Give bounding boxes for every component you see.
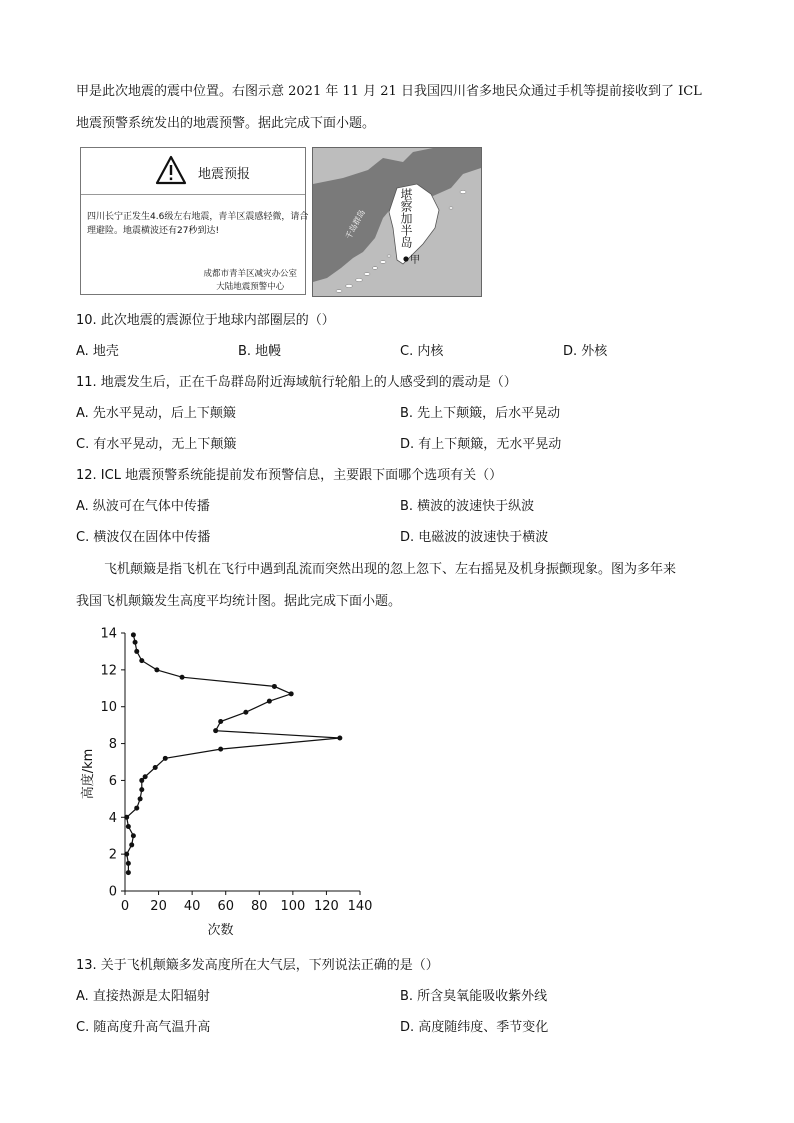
- data-point: [131, 833, 136, 838]
- x-tick-label: 100: [280, 899, 306, 914]
- turbulence-altitude-chart: [70, 620, 380, 945]
- warning-message-line-2: 理避险。地震横波还有27秒到达!: [87, 226, 220, 236]
- question-13-stem: 13. 关于飞机颠簸多发高度所在大气层，下列说法正确的是（）: [76, 958, 439, 973]
- x-tick-label: 60: [217, 899, 234, 914]
- x-tick-label: 140: [347, 899, 373, 914]
- data-point: [138, 796, 143, 801]
- data-point: [272, 684, 277, 689]
- data-point: [337, 736, 342, 741]
- question-13-option-a: A. 直接热源是太阳辐射: [76, 989, 210, 1004]
- warning-header: [81, 148, 305, 195]
- question-12-option-d: D. 电磁波的波速快于横波: [400, 530, 549, 545]
- y-tick-label: 8: [108, 737, 117, 753]
- data-point: [218, 747, 223, 752]
- y-tick-label: 14: [100, 626, 117, 642]
- y-tick-label: 0: [108, 884, 117, 900]
- earthquake-warning-card: [80, 147, 309, 295]
- issuer-line-1: 成都市青羊区减灾办公室: [203, 269, 297, 279]
- warning-title: 地震预报: [198, 167, 251, 182]
- warning-issuer: [203, 268, 297, 294]
- warning-message-line-1: 四川长宁正发生4.6级左右地震，青羊区震感轻微，请合: [87, 212, 309, 222]
- data-point: [124, 815, 129, 820]
- y-tick-label: 12: [100, 663, 117, 679]
- data-point: [163, 756, 168, 761]
- question-11-option-a: A. 先水平晃动，后上下颠簸: [76, 406, 236, 421]
- data-point: [126, 824, 131, 829]
- intro2-line-2: 我国飞机颠簸发生高度平均统计图。据此完成下面小题。: [76, 594, 402, 609]
- epicenter-dot: [403, 256, 408, 261]
- y-tick-label: 2: [108, 847, 117, 863]
- data-point: [126, 870, 131, 875]
- data-point: [243, 710, 248, 715]
- y-tick-label: 4: [108, 810, 117, 826]
- x-tick-label: 20: [150, 899, 167, 914]
- y-tick-label: 10: [100, 700, 117, 716]
- question-12-stem: 12. ICL 地震预警系统能提前发布预警信息，主要跟下面哪个选项有关（）: [76, 468, 503, 483]
- data-point: [134, 806, 139, 811]
- data-point: [153, 765, 158, 770]
- data-point: [139, 658, 144, 663]
- data-point: [124, 852, 129, 857]
- data-point: [218, 719, 223, 724]
- intro-line-2: 地震预警系统发出的地震预警。据此完成下面小题。: [76, 116, 376, 131]
- question-11-stem: 11. 地震发生后，正在千岛群岛附近海域航行轮船上的人感受到的震动是（）: [76, 375, 517, 390]
- question-12-option-b: B. 横波的波速快于纵波: [400, 499, 535, 514]
- data-point: [154, 667, 159, 672]
- data-point: [129, 842, 134, 847]
- question-12-option-a: A. 纵波可在气体中传播: [76, 499, 210, 514]
- data-point: [213, 728, 218, 733]
- question-10-option-c: C. 内核: [400, 344, 444, 359]
- x-tick-label: 120: [314, 899, 339, 914]
- data-point: [139, 787, 144, 792]
- data-point: [139, 778, 144, 783]
- question-10-option-d: D. 外核: [563, 344, 608, 359]
- peninsula-label: 堪察加半岛: [399, 188, 413, 248]
- data-point: [133, 640, 138, 645]
- question-13-option-c: C. 随高度升高气温升高: [76, 1020, 211, 1035]
- x-axis-label: 次数: [207, 923, 234, 938]
- epicenter-label: 甲: [410, 255, 420, 266]
- data-point: [126, 861, 131, 866]
- intro2-line-1: 飞机颠簸是指飞机在飞行中遇到乱流而突然出现的忽上忽下、左右摇晃及机身振颤现象。图为多年来: [104, 562, 677, 577]
- issuer-line-2: 大陆地震预警中心: [216, 282, 285, 292]
- kuril-islands-label: 千岛群岛: [343, 208, 367, 241]
- question-12-option-c: C. 横波仅在固体中传播: [76, 530, 211, 545]
- data-point: [134, 649, 139, 654]
- warning-message: [87, 210, 308, 238]
- question-13-option-b: B. 所含臭氧能吸收紫外线: [400, 989, 548, 1004]
- map-drawing: [313, 148, 481, 296]
- question-10-option-a: A. 地壳: [76, 344, 119, 359]
- x-tick-label: 80: [251, 899, 268, 914]
- data-point: [289, 691, 294, 696]
- warning-triangle-icon: [155, 155, 187, 185]
- data-point: [143, 774, 148, 779]
- question-13-option-d: D. 高度随纬度、季节变化: [400, 1020, 549, 1035]
- data-point: [267, 699, 272, 704]
- x-tick-label: 0: [120, 899, 130, 914]
- y-axis-label: 高度/km: [81, 748, 96, 800]
- x-tick-label: 40: [183, 899, 201, 914]
- data-point: [131, 632, 136, 637]
- kamchatka-map: [312, 147, 482, 297]
- intro-line-1: 甲是此次地震的震中位置。右图示意 2021 年 11 月 21 日我国四川省多地民众通过手机等提前接收到了 ICL: [76, 84, 702, 99]
- question-11-option-d: D. 有上下颠簸，无水平晃动: [400, 437, 562, 452]
- question-11-option-c: C. 有水平晃动，无上下颠簸: [76, 437, 237, 452]
- question-11-option-b: B. 先上下颠簸，后水平晃动: [400, 406, 561, 421]
- data-point: [180, 675, 185, 680]
- question-10-stem: 10. 此次地震的震源位于地球内部圈层的（）: [76, 313, 335, 328]
- question-10-option-b: B. 地幔: [238, 344, 282, 359]
- y-tick-label: 6: [108, 773, 117, 789]
